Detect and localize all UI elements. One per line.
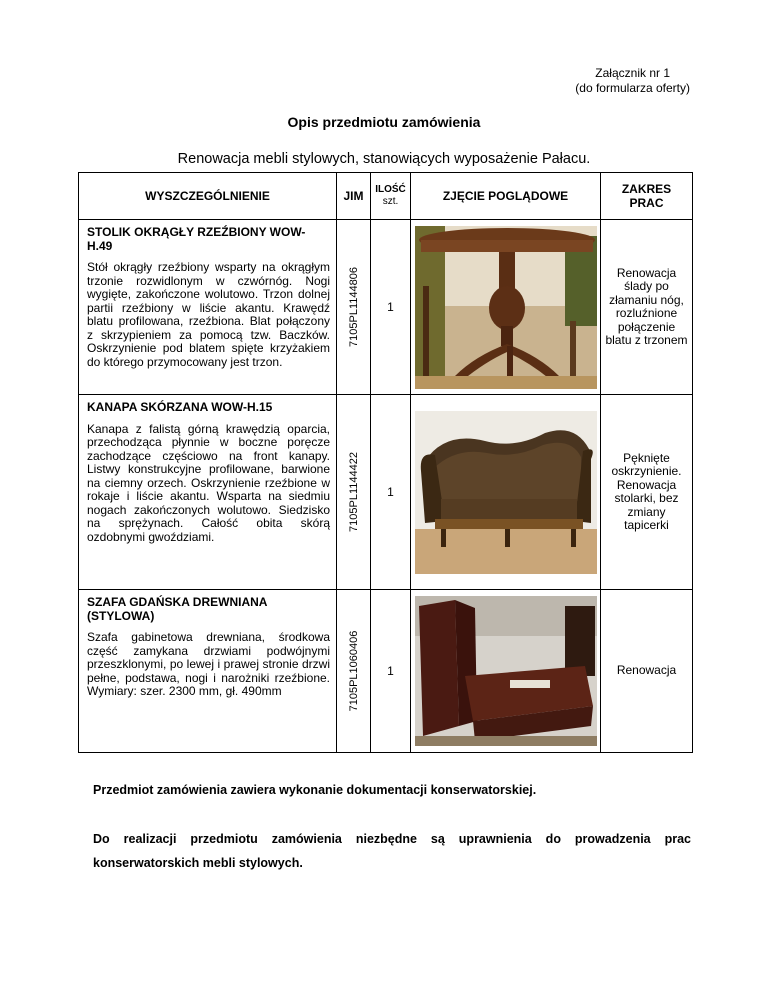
item-name: STOLIK OKRĄGŁY RZEŹBIONY WOW-H.49 bbox=[87, 225, 306, 253]
header-jim: JIM bbox=[337, 173, 371, 220]
item-quantity: 1 bbox=[371, 220, 411, 395]
document-title: Opis przedmiotu zamówienia bbox=[287, 114, 481, 130]
header-scope-line2: PRAC bbox=[629, 196, 664, 210]
header-quantity bbox=[371, 173, 411, 220]
header-description: WYSZCZEGÓLNIENIE bbox=[79, 173, 337, 220]
item-description-cell bbox=[79, 590, 337, 753]
cabinet-photo bbox=[415, 596, 597, 746]
item-jim-cell bbox=[337, 220, 371, 395]
table-row bbox=[79, 590, 693, 753]
item-photo-cell bbox=[411, 395, 601, 590]
item-description-cell bbox=[79, 220, 337, 395]
round-table-photo bbox=[415, 226, 597, 389]
item-quantity: 1 bbox=[371, 395, 411, 590]
header-scope-line1: ZAKRES bbox=[621, 182, 672, 196]
header-quantity-unit: szt. bbox=[382, 196, 399, 207]
note-documentation: Przedmiot zamówienia zawiera wykonanie dokumentacji konserwatorskiej. bbox=[93, 783, 537, 797]
annex-label bbox=[575, 66, 690, 96]
leather-sofa-photo bbox=[415, 411, 597, 574]
item-photo-cell bbox=[411, 220, 601, 395]
document-subtitle: Renowacja mebli stylowych, stanowiących wyposażenie Pałacu. bbox=[177, 151, 591, 167]
item-jim-cell bbox=[337, 590, 371, 753]
item-jim-cell bbox=[337, 395, 371, 590]
note-qualifications: Do realizacji przedmiotu zamówienia niezbędne są uprawnienia do prowadzenia prac konserwatorskich mebli stylowych. bbox=[93, 832, 691, 870]
item-scope: Renowacja bbox=[601, 590, 693, 753]
item-scope: Renowacja ślady po złamaniu nóg, rozluźnione połączenie blatu z trzonem bbox=[601, 220, 693, 395]
specification-table bbox=[78, 172, 693, 753]
header-scope bbox=[601, 173, 693, 220]
table-row bbox=[79, 220, 693, 395]
header-quantity-label: ILOŚĆ bbox=[375, 184, 406, 195]
item-description: Szafa gabinetowa drewniana, środkowa część zamykana drzwiami podwójnymi przeszklonymi, po lewej i prawej stronie drzwi pełne, podstawa, nogi i narożniki rzeźbione. Wymiary: szer. 2300 mm, gł. 490mm bbox=[87, 630, 330, 698]
annex-line2: (do formularza oferty) bbox=[575, 81, 690, 95]
annex-line1: Załącznik nr 1 bbox=[595, 66, 670, 80]
item-description-cell bbox=[79, 395, 337, 590]
item-name: SZAFA GDAŃSKA DREWNIANA (STYLOWA) bbox=[87, 595, 267, 623]
table-row bbox=[79, 395, 693, 590]
item-scope: Pęknięte oskrzynienie. Renowacja stolarki, bez zmiany tapicerki bbox=[601, 395, 693, 590]
item-jim: 7105PL1060406 bbox=[347, 630, 360, 712]
item-jim: 7105PL1144806 bbox=[347, 267, 360, 347]
item-jim: 7105PL1144422 bbox=[347, 452, 360, 532]
item-quantity: 1 bbox=[371, 590, 411, 753]
item-description: Kanapa z falistą górną krawędzią oparcia, przechodząca płynnie w boczne poręcze zachodzące częściowo na front kanapy. Listwy konstrukcyjne profilowane, barwione na ciemny orzech. Oskrzynienie rzeźbione w rokaje i liście akantu. Wsparta na siedmiu nogach zakończonych wolutowo. Siedzisko na sprężynach. Całość obita skórą ozdobnymi gwoździami. bbox=[87, 421, 330, 544]
header-photo: ZJĘCIE POGLĄDOWE bbox=[411, 173, 601, 220]
item-description: Stół okrągły rzeźbiony wsparty na okrągłym trzonie rozwidlonym w czwórnóg. Nogi wygięte, zakończone wolutowo. Trzon dolnej partii rzeźbiony w liście akantu. Krawędź blatu profilowana, rzeźbiona. Blat połączony z skrzypieniem za pomocą tzw. Baczków. Oskrzynienie pod blatem spięte krzyżakiem do którego przymocowany jest trzon. bbox=[87, 260, 330, 369]
table-header-row bbox=[79, 173, 693, 220]
item-name: KANAPA SKÓRZANA WOW-H.15 bbox=[87, 400, 273, 414]
item-photo-cell bbox=[411, 590, 601, 753]
